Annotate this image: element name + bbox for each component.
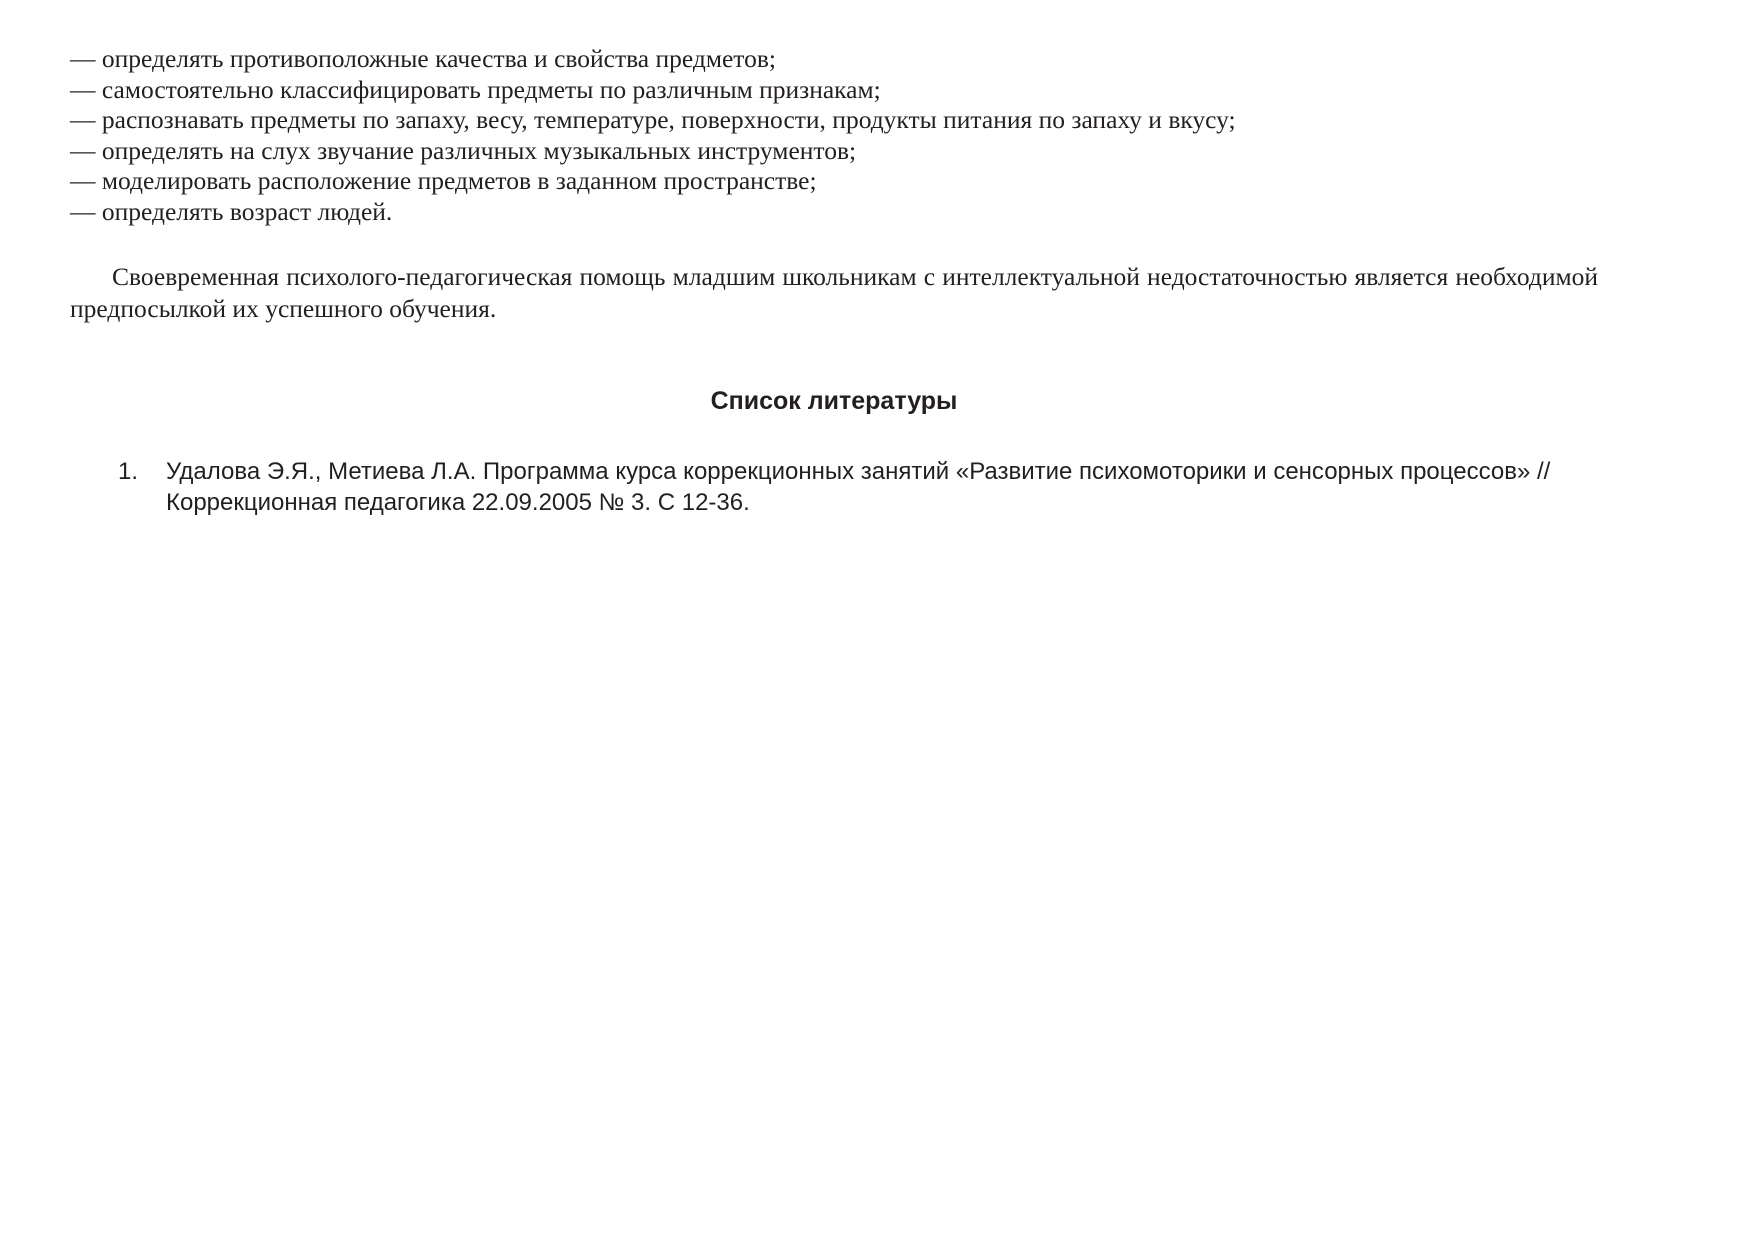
list-item: — определять противоположные качества и свойства предметов;: [70, 44, 776, 73]
list-item: — самостоятельно классифицировать предметы по различным признакам;: [70, 74, 881, 104]
requirements-list: [70, 44, 1670, 227]
document-content: [70, 44, 1670, 518]
list-item: — определять возраст людей.: [70, 196, 393, 226]
list-item: [118, 456, 1663, 518]
list-item: — моделировать расположение предметов в заданном пространстве;: [70, 166, 817, 195]
reference-text: Удалова Э.Я., Метиева Л.А. Программа курса коррекционных занятий «Развитие психомоторики и сенсорных процессов» //Коррекционная педагогика 22.09.2005 № 3. С 12-36.: [166, 458, 1551, 516]
reference-number: 1.: [118, 458, 139, 485]
references-heading: Список литературы: [710, 387, 958, 415]
closing-paragraph: Своевременная психолого-педагогическая помощь младшим школьникам с интеллектуальной недостаточностью является необходимой предпосылкой их успешного обучения.: [70, 262, 1598, 323]
references-list: [70, 456, 1663, 518]
list-item: — распознавать предметы по запаху, весу, температуре, поверхности, продукты питания по запаху и вкусу;: [70, 105, 1236, 134]
list-item: — определять на слух звучание различных музыкальных инструментов;: [70, 135, 857, 165]
